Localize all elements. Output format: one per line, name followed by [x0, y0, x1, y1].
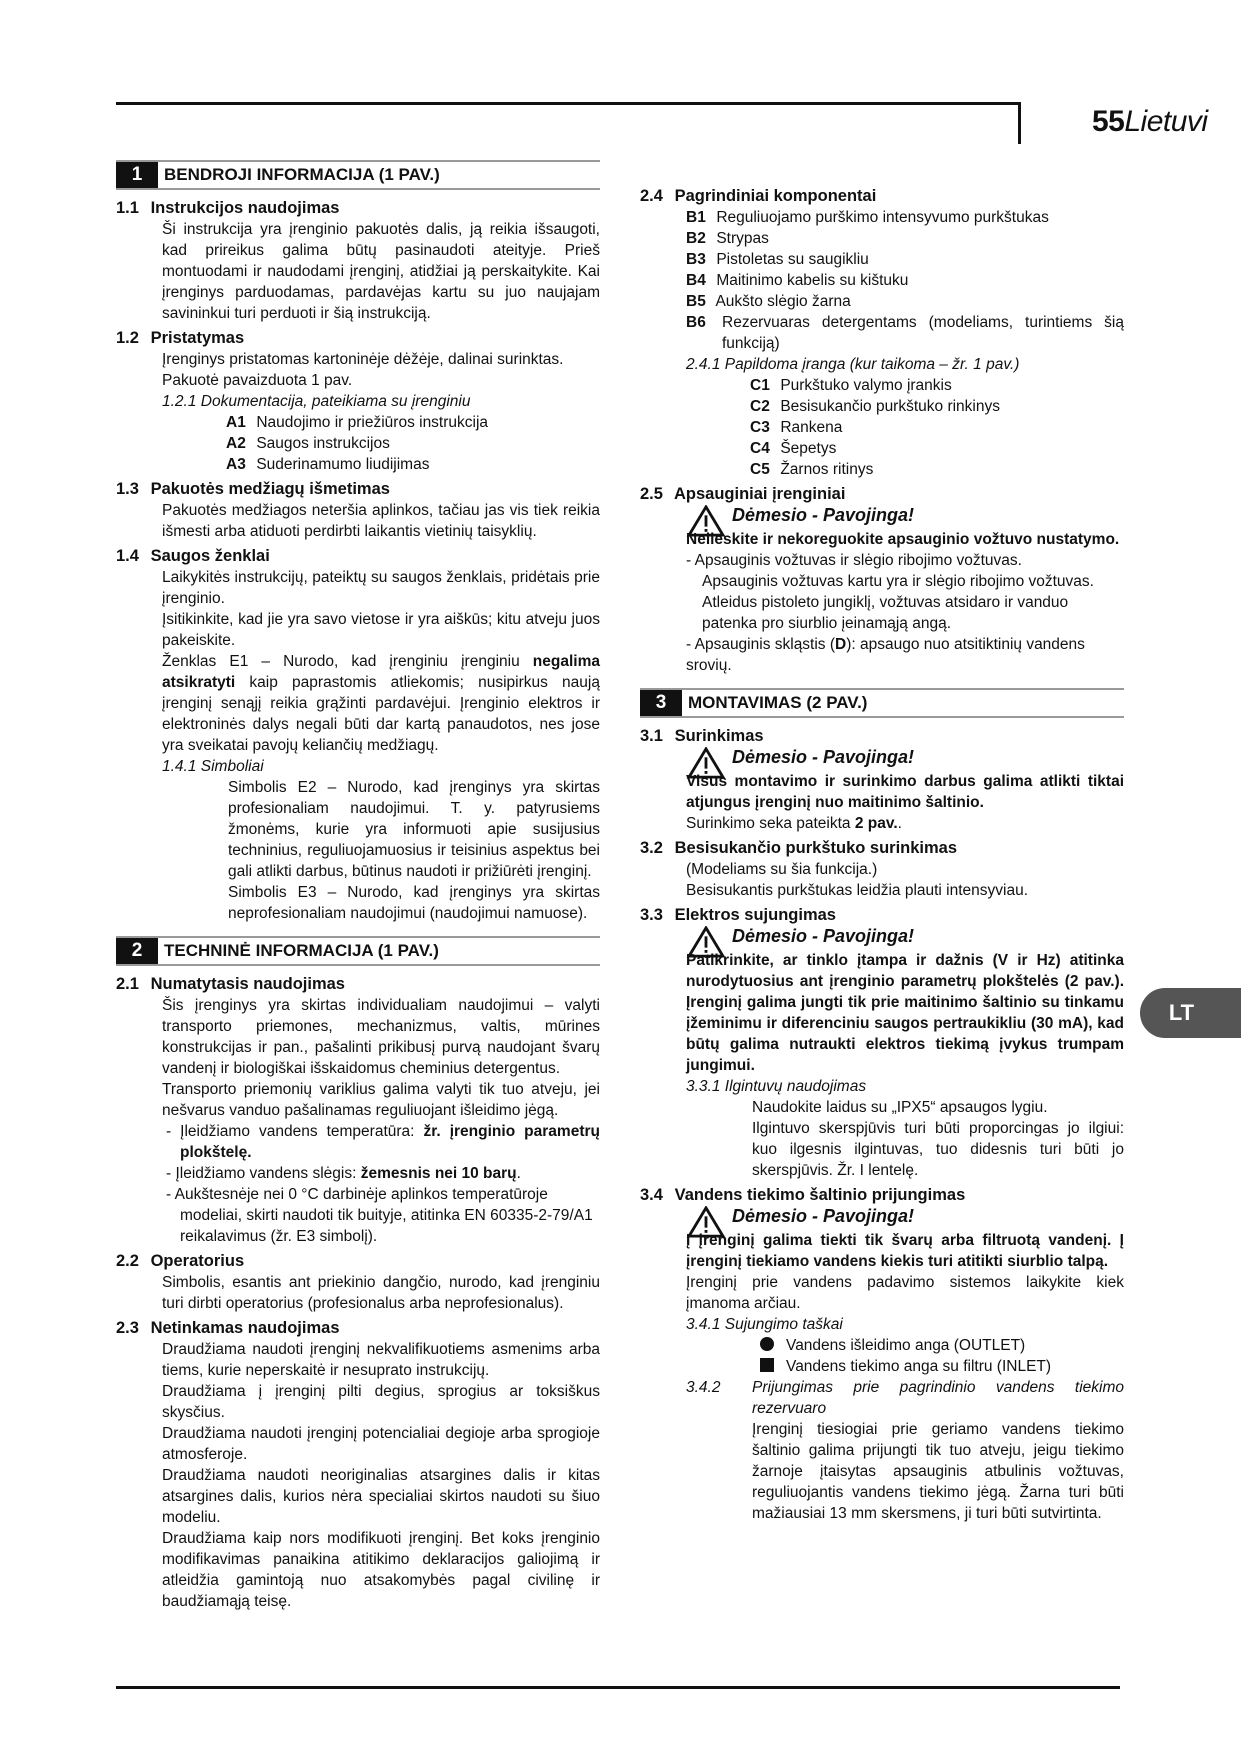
warning-title: Dėmesio - Pavojinga!	[732, 926, 915, 946]
heading-3-2: 3.2 Besisukančio purkštuko surinkimas	[640, 839, 958, 857]
list-item: A1 Naudojimo ir priežiūros instrukcija	[226, 414, 489, 431]
left-column	[116, 160, 600, 1612]
list-item: C5 Žarnos ritinys	[750, 461, 874, 478]
heading-1-4-1: 1.4.1 Simboliai	[162, 758, 264, 775]
list-item: B5 Aukšto slėgio žarna	[686, 293, 851, 310]
page-number: 55	[1092, 105, 1125, 138]
list-item: C2 Besisukančio purkštuko rinkinys	[750, 398, 1000, 415]
paragraph: Įrenginį tiesiogiai prie geriamo vandens tiekimo šaltinio galima prijungti tik tuo atveju, jeigu tiekimo žarnoje įtaisytas apsauginis atbulinis vožtuvas, reguliuojantis vandens tiekimo jėgą. Žarna turi būti mažiausiai 13 mm skersmens, ji turi būti sutvirtinta.	[752, 1421, 1124, 1522]
warning-title: Dėmesio - Pavojinga!	[732, 1206, 915, 1226]
list-item: A3 Suderinamumo liudijimas	[226, 456, 430, 473]
bullet: - Įleidžiamo vandens slėgis: žemesnis nei 10 barų.	[166, 1165, 521, 1182]
heading-2-1: 2.1 Numatytasis naudojimas	[116, 975, 345, 993]
paragraph: Draudžiama naudoti neoriginalias atsargines dalis ir kitas atsargines dalis, kurios nėra specialiai skirtos naudoti su šiuo modeliu.	[162, 1467, 600, 1526]
paragraph: Laikykitės instrukcijų, pateiktų su saugos ženklais, pridėtais prie įrenginio.	[162, 569, 600, 607]
list-item: B6 Rezervuaras detergentams (modeliams, turintiems šią funkciją)	[686, 314, 1124, 352]
section-1-header	[116, 160, 600, 190]
paragraph: Ženklas E1 – Nurodo, kad įrenginiu įrenginiu negalima atsikratyti kaip paprastomis atliekomis; nusipirkus naują įrenginį senąjį reikia grąžinti pardavėjui. Įrenginio elektros ir elektroninės dalys negali būti dar kartą panaudotos, nes jose yra sveikatai pavojų keliančių medžiagų.	[162, 653, 600, 754]
section-number: 1	[116, 162, 158, 188]
list-item: B2 Strypas	[686, 230, 769, 247]
page-language: Lietuvi	[1124, 105, 1208, 138]
section-number: 2	[116, 938, 158, 964]
circle-bullet-icon	[760, 1337, 774, 1351]
heading-2-4: 2.4 Pagrindiniai komponentai	[640, 187, 877, 205]
warning-text: Patikrinkite, ar tinklo įtampa ir dažnis (V ir Hz) atitinka nurodytuosius ant įrenginio parametrų plokštelės (2 pav.). Įrenginį galima jungti tik prie maitinimo šaltinio su tinkamu įžeminimu ir diferenciniu saugos pertraukikliu (30 mA), kad būtų galima nutraukti elektros tiekimą įvykus trumpam jungimui.	[686, 952, 1124, 1074]
warning-text: Visus montavimo ir surinkimo darbus galima atlikti tiktai atjungus įrenginį nuo maitinimo šaltinio.	[686, 773, 1124, 811]
list-item: Vandens išleidimo anga (OUTLET)	[640, 1335, 1124, 1356]
paragraph: Simbolis E2 – Nurodo, kad įrenginys yra skirtas profesionaliam naudojimui. T. y. patyrusiems žmonėms, kurie yra informuoti apie susijusius techninius, reguliuojamuosius ir teisinius aspektus bei gali atlikti darbus, būtinus naudoti ir prižiūrėti įrenginį.	[228, 779, 600, 880]
warning-title: Dėmesio - Pavojinga!	[732, 505, 915, 525]
paragraph: Įrenginį prie vandens padavimo sistemos laikykite kiek įmanoma arčiau.	[686, 1274, 1124, 1312]
paragraph: Naudokite laidus su „IPX5“ apsaugos lygiu.	[752, 1099, 1048, 1116]
list-item: A2 Saugos instrukcijos	[226, 435, 390, 452]
paragraph: Šis įrenginys yra skirtas individualiam naudojimui – valyti transporto priemones, mechanizmus, valtis, mūrines konstrukcijas ir pan., pašalinti prikibusį purvą naudojant švarų vandenį ir biologiškai išskaidomus cheminius detergentus.	[162, 997, 600, 1077]
footer-rule	[116, 1686, 1120, 1689]
paragraph: Pakuotės medžiagos neteršia aplinkos, tačiau jas vis tiek reikia išmesti arba atiduoti perdirbti laikantis vietinių taisyklių.	[162, 502, 600, 540]
paragraph: Draudžiama kaip nors modifikuoti įrenginį. Bet koks įrenginio modifikavimas panaikina atitikimo deklaracijos galiojimą ir atleidžia gamintoją nuo atsakomybės pagal civilinę ir baudžiamąją teisę.	[162, 1530, 600, 1610]
paragraph: (Modeliams su šia funkcija.)	[686, 861, 878, 878]
heading-1-2-1: 1.2.1 Dokumentacija, pateikiama su įrenginiu	[162, 393, 471, 410]
heading-2-4-1: 2.4.1 Papildoma įranga (kur taikoma – žr. 1 pav.)	[686, 356, 1020, 373]
paragraph: Transporto priemonių variklius galima valyti tik tuo atveju, jei nešvarus vanduo pašalinamas reguliuojant išleidimo jėgą.	[162, 1081, 600, 1119]
heading-2-2: 2.2 Operatorius	[116, 1252, 245, 1270]
heading-2-3: 2.3 Netinkamas naudojimas	[116, 1319, 340, 1337]
bullet: - Apsauginis vožtuvas ir slėgio ribojimo vožtuvas.	[686, 552, 1022, 569]
heading-1-1: 1.1 Instrukcijos naudojimas	[116, 199, 340, 217]
warning-text: Į įrenginį galima tiekti tik švarų arba filtruotą vandenį. Į įrenginį tiekiamo vandens kiekis turi atitikti siurblio talpą.	[686, 1232, 1124, 1270]
list-item: B1 Reguliuojamo purškimo intensyvumo purkštukas	[686, 209, 1049, 226]
paragraph: Įsitikinkite, kad jie yra savo vietose ir yra aiškūs; kitu atveju juos pakeiskite.	[162, 611, 600, 649]
right-column	[640, 186, 1124, 1524]
paragraph: Ilgintuvo skerspjūvis turi būti proporcingas jo ilgiui: kuo ilgesnis ilgintuvas, tuo didesnis turi būti jo skerspjūvis. Žr. I lentelę.	[752, 1120, 1124, 1179]
square-bullet-icon	[760, 1358, 774, 1372]
warning-text: Nelieskite ir nekoreguokite apsauginio vožtuvo nustatymo.	[686, 531, 1120, 548]
paragraph: Surinkimo seka pateikta 2 pav..	[686, 815, 902, 832]
heading-1-2: 1.2 Pristatymas	[116, 329, 245, 347]
heading-3-3: 3.3 Elektros sujungimas	[640, 906, 836, 924]
section-2-header	[116, 936, 600, 966]
paragraph: Apsauginis vožtuvas kartu yra ir slėgio ribojimo vožtuvas. Atleidus pistoleto jungiklį, vožtuvas atsidaro ir vanduo patenka pro siurblio įeinamąją angą.	[702, 573, 1094, 632]
heading-3-1: 3.1 Surinkimas	[640, 727, 764, 745]
page-header	[1092, 105, 1208, 139]
list-item: C1 Purkštuko valymo įrankis	[750, 377, 952, 394]
heading-1-4: 1.4 Saugos ženklai	[116, 547, 270, 565]
bullet: - Aukštesnėje nei 0 °C darbinėje aplinkos temperatūroje modeliai, skirti naudoti tik buityje, atitinka EN 60335-2-79/A1 reikalavimus (žr. E3 simbolį).	[166, 1186, 593, 1245]
bullet: - Apsauginis skląstis (D): apsaugo nuo atsitiktinių vandens srovių.	[686, 636, 1085, 674]
list-item: B4 Maitinimo kabelis su kištuku	[686, 272, 909, 289]
heading-3-4: 3.4 Vandens tiekimo šaltinio prijungimas	[640, 1186, 966, 1204]
bullet: - Įleidžiamo vandens temperatūra: žr. įrenginio parametrų plokštelę.	[166, 1123, 600, 1161]
section-title: MONTAVIMAS (2 PAV.)	[688, 693, 868, 712]
section-3-header	[640, 688, 1124, 718]
warning-title: Dėmesio - Pavojinga!	[732, 747, 915, 767]
section-title: TECHNINĖ INFORMACIJA (1 PAV.)	[164, 941, 439, 960]
heading-3-3-1: 3.3.1 Ilgintuvų naudojimas	[686, 1078, 867, 1095]
paragraph: Pakuotė pavaizduota 1 pav.	[162, 372, 353, 389]
paragraph: Draudžiama į įrenginį pilti degius, sprogius ar toksiškus skysčius.	[162, 1383, 600, 1421]
paragraph: Simbolis E3 – Nurodo, kad įrenginys yra skirtas neprofesionaliam naudojimui (naudojimui namuose).	[228, 884, 600, 922]
paragraph: Besisukantis purkštukas leidžia plauti intensyviau.	[686, 882, 1029, 899]
list-item: Vandens tiekimo anga su filtru (INLET)	[640, 1356, 1124, 1377]
heading-2-5: 2.5 Apsauginiai įrenginiai	[640, 485, 846, 503]
heading-3-4-1: 3.4.1 Sujungimo taškai	[686, 1316, 843, 1333]
paragraph: Įrenginys pristatomas kartoninėje dėžėje, dalinai surinktas.	[162, 351, 564, 368]
section-number: 3	[640, 690, 682, 716]
heading-3-4-2: 3.4.2 Prijungimas prie pagrindinio vandens tiekimo rezervuaro	[686, 1379, 1124, 1417]
list-item: C4 Šepetys	[750, 440, 837, 457]
heading-1-3: 1.3 Pakuotės medžiagų išmetimas	[116, 480, 390, 498]
header-rule	[116, 102, 1020, 105]
header-rule-vertical	[1018, 102, 1021, 144]
language-tab: LT	[1140, 988, 1241, 1038]
paragraph: Simbolis, esantis ant priekinio dangčio, nurodo, kad įrenginiu turi dirbti operatorius (profesionalus arba neprofesionalus).	[162, 1274, 600, 1312]
paragraph: Ši instrukcija yra įrenginio pakuotės dalis, ją reikia išsaugoti, kad prireikus galima būtų pasinaudoti ateityje. Prieš montuodami ir naudodami įrenginį, atidžiai ją perskaitykite. Kai įrenginys parduodamas, pardavėjas kartu su juo naujajam savininkui turi perduoti ir šią instrukciją.	[162, 221, 600, 322]
list-item: B3 Pistoletas su saugikliu	[686, 251, 869, 268]
section-title: BENDROJI INFORMACIJA (1 PAV.)	[164, 165, 440, 184]
list-item: C3 Rankena	[750, 419, 843, 436]
paragraph: Draudžiama naudoti įrenginį nekvalifikuotiems asmenims arba tiems, kurie neperskaitė ir nesuprato instrukcijų.	[162, 1341, 600, 1379]
paragraph: Draudžiama naudoti įrenginį potencialiai degioje arba sprogioje atmosferoje.	[162, 1425, 600, 1463]
